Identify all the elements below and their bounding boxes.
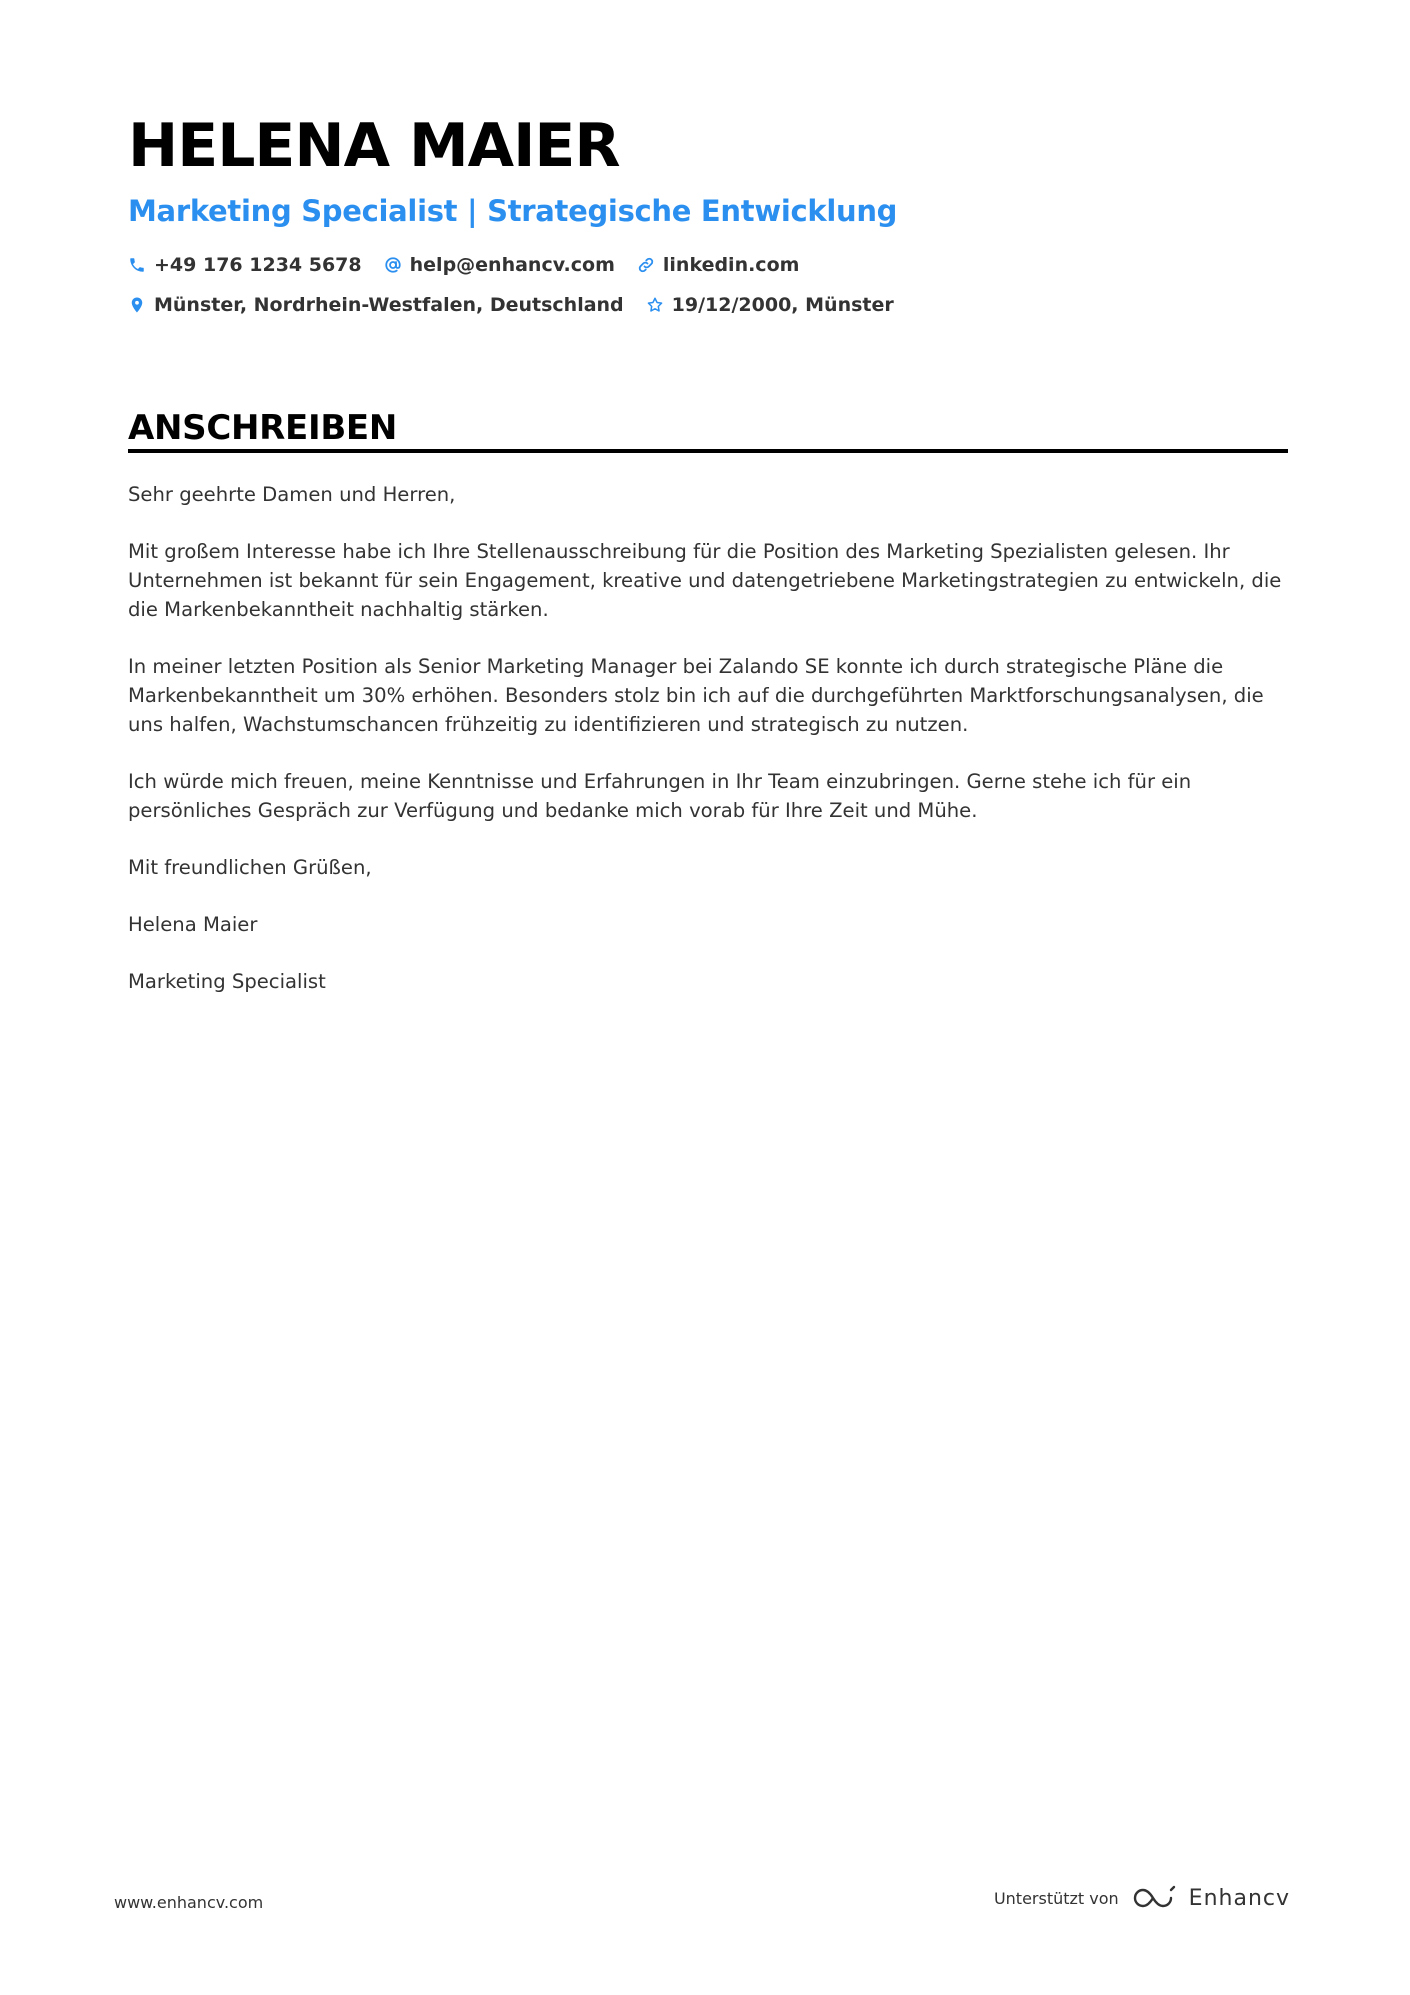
linkedin-text[interactable]: linkedin.com bbox=[662, 254, 800, 276]
letter-paragraph: In meiner letzten Position als Senior Marketing Manager bei Zalando SE konnte ich durch strategische Pläne die Markenbekanntheit um 30% erhöhen. Besonders stolz bin ich auf die durchgeführten Marktforschungsanalysen, die uns halfen, Wachstumschancen frühzeitig zu identifizieren und strategisch zu nutzen. bbox=[128, 655, 1264, 736]
contact-email[interactable] bbox=[384, 252, 615, 278]
signature-name: Helena Maier bbox=[128, 913, 258, 936]
letter-closing: Mit freundlichen Grüßen, bbox=[128, 856, 372, 879]
contact-linkedin[interactable] bbox=[637, 252, 800, 278]
location-pin-icon bbox=[128, 296, 146, 314]
letter-paragraph: Mit großem Interesse habe ich Ihre Stellenausschreibung für die Position des Marketing Spezialisten gelesen. Ihr Unternehmen ist bekannt für sein Engagement, kreative und datengetriebene Marketingstrategien zu entwickeln, die die Markenbekanntheit nachhaltig stärken. bbox=[128, 540, 1282, 621]
applicant-name: HELENA MAIER bbox=[128, 111, 620, 181]
contact-location bbox=[128, 292, 624, 318]
contact-birth bbox=[646, 292, 894, 318]
phone-text: +49 176 1234 5678 bbox=[154, 254, 362, 276]
location-text: Münster, Nordrhein-Westfalen, Deutschland bbox=[154, 294, 624, 316]
at-icon bbox=[384, 256, 402, 274]
link-icon bbox=[637, 256, 655, 274]
contact-info bbox=[128, 252, 1288, 318]
birth-text: 19/12/2000, Münster bbox=[671, 294, 894, 316]
letter-greeting: Sehr geehrte Damen und Herren, bbox=[128, 483, 456, 506]
letter-paragraph: Ich würde mich freuen, meine Kenntnisse und Erfahrungen in Ihr Team einzubringen. Gerne stehe ich für ein persönliches Gespräch zur Verfügung und bedanke mich vorab für Ihre Zeit und Mühe. bbox=[128, 770, 1192, 822]
powered-by-text: Unterstützt von bbox=[993, 1888, 1119, 1908]
phone-icon bbox=[128, 256, 146, 274]
section-title: ANSCHREIBEN bbox=[128, 408, 398, 448]
star-icon bbox=[646, 296, 664, 314]
signature-title: Marketing Specialist bbox=[128, 970, 326, 993]
brand-name: Enhancv bbox=[1188, 1885, 1290, 1911]
contact-phone bbox=[128, 252, 362, 278]
section-divider bbox=[128, 449, 1288, 453]
letter-body bbox=[128, 480, 1298, 1024]
job-title: Marketing Specialist | Strategische Entwicklung bbox=[128, 194, 898, 228]
enhancv-logo-icon bbox=[1131, 1884, 1177, 1912]
footer-url[interactable]: www.enhancv.com bbox=[114, 1893, 264, 1912]
email-text[interactable]: help@enhancv.com bbox=[409, 254, 615, 276]
footer-brand bbox=[994, 1884, 1290, 1912]
